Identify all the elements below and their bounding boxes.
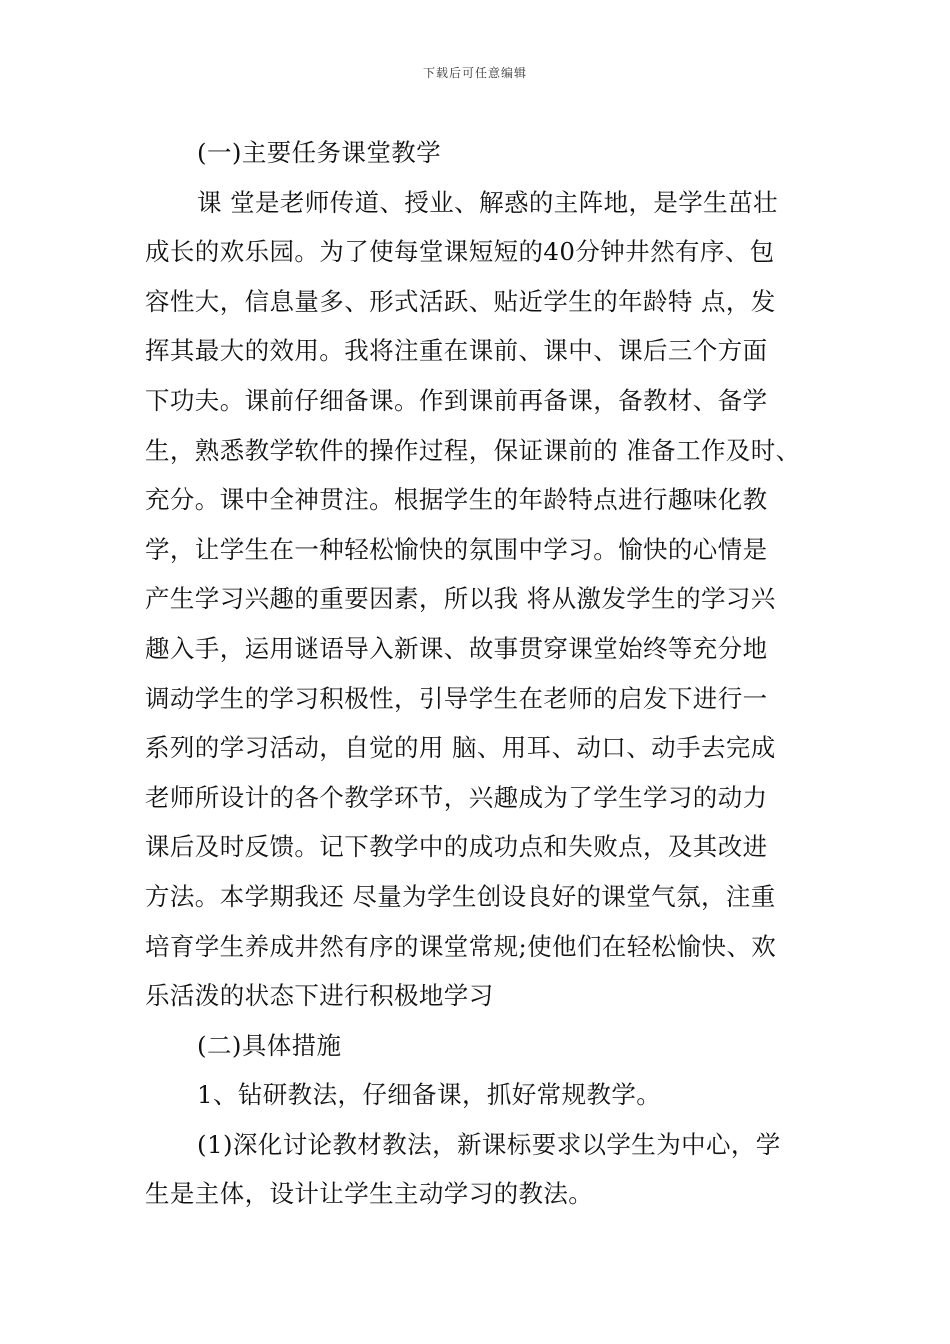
paragraph-line: 容性大，信息量多、形式活跃、贴近学生的年龄特 点，发: [145, 286, 776, 316]
paragraph-line: 充分。课中全神贯注。根据学生的年龄特点进行趣味化教: [145, 485, 768, 515]
paragraph-line: 培育学生养成井然有序的课堂常规;使他们在轻松愉快、欢: [145, 931, 777, 961]
paragraph-line: 调动学生的学习积极性，引导学生在老师的启发下进行一: [145, 683, 768, 713]
paragraph-line: 课后及时反馈。记下教学中的成功点和失败点，及其改进: [145, 832, 768, 862]
list-item: 1、钻研教法，仔细备课，抓好常规教学。: [197, 1080, 662, 1110]
section-heading: (二)具体措施: [197, 1030, 342, 1060]
paragraph-line: 趣入手，运用谜语导入新课、故事贯穿课堂始终等充分地: [145, 633, 768, 663]
paragraph-line: 下功夫。课前仔细备课。作到课前再备课，备教材、备学: [145, 385, 768, 415]
section-heading: (一)主要任务课堂教学: [197, 138, 442, 167]
paragraph-line: 乐活泼的状态下进行积极地学习: [145, 981, 494, 1011]
paragraph-line: 方法。本学期我还 尽量为学生创设良好的课堂气氛，注重: [145, 881, 776, 911]
paragraph-line: 课 堂是老师传道、授业、解惑的主阵地，是学生茁壮: [197, 187, 778, 217]
paragraph-line: 系列的学习活动，自觉的用 脑、用耳、动口、动手去完成: [145, 733, 776, 763]
paragraph-line: 生，熟悉教学软件的操作过程，保证课前的 准备工作及时、: [145, 435, 801, 465]
paragraph-line: 产生学习兴趣的重要因素，所以我 将从激发学生的学习兴: [145, 584, 776, 614]
paragraph-line: 成长的欢乐园。为了使每堂课短短的40分钟井然有序、包: [145, 237, 775, 267]
paragraph-line: (1)深化讨论教材教法，新课标要求以学生为中心，学: [197, 1129, 781, 1159]
paragraph-line: 挥其最大的效用。我将注重在课前、课中、课后三个方面: [145, 336, 768, 366]
page-header: 下载后可任意编辑: [422, 66, 527, 80]
paragraph-line: 学，让学生在一种轻松愉快的氛围中学习。愉快的心情是: [145, 534, 768, 564]
document-body: [145, 128, 835, 1219]
paragraph-line: 老师所设计的各个教学环节，兴趣成为了学生学习的动力: [145, 782, 768, 812]
paragraph-line: 生是主体，设计让学生主动学习的教法。: [145, 1179, 594, 1209]
